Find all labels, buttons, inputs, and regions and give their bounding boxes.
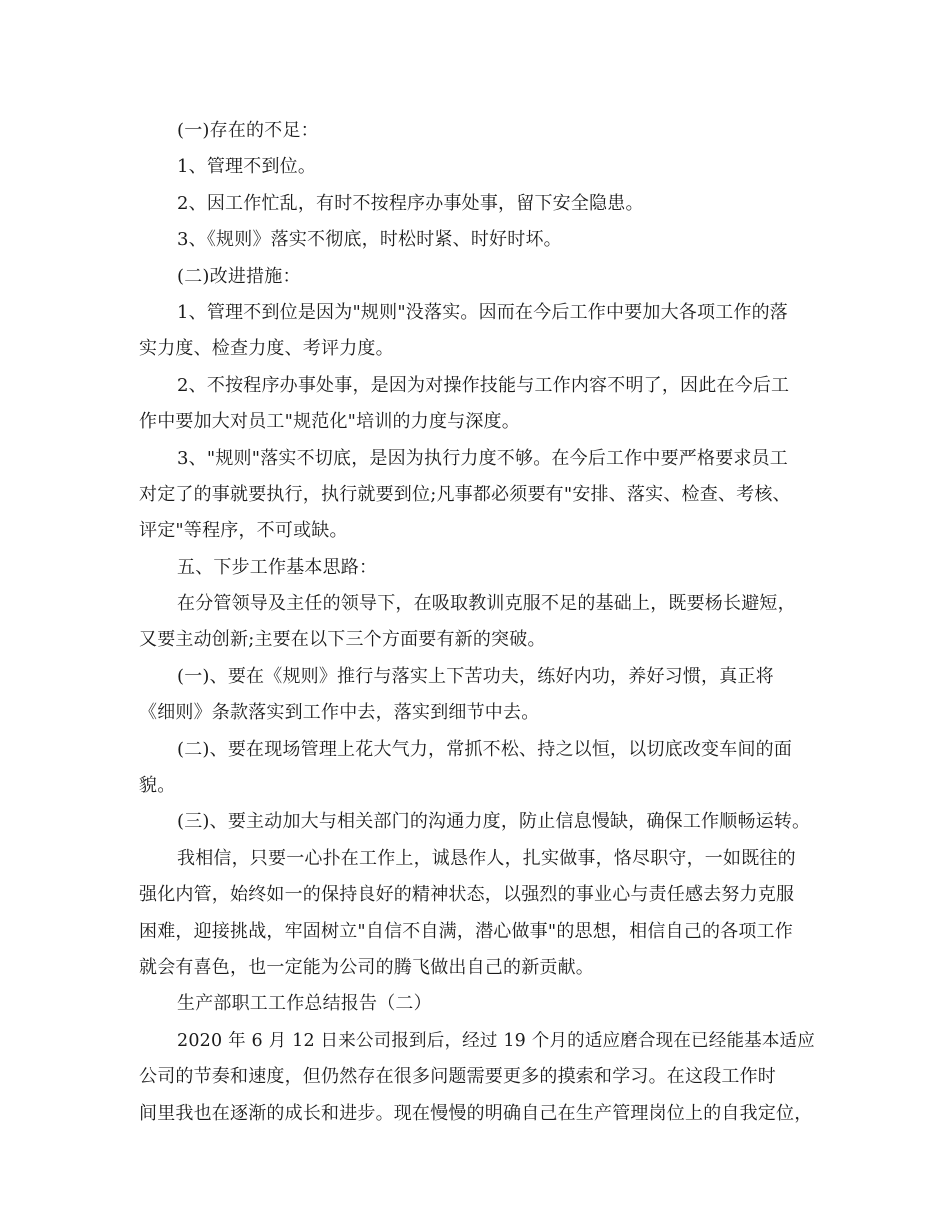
paragraph-line: 就会有喜色，也一定能为公司的腾飞做出自己的新贡献。 (139, 956, 594, 978)
paragraph-line: 3、"规则"落实不切底，是因为执行力度不够。在今后工作中要严格要求员工 (177, 447, 789, 469)
list-item: 3、《规则》落实不彻底，时松时紧、时好时坏。 (177, 229, 562, 251)
paragraph-line: 对定了的事就要执行，执行就要到位;凡事都必须要有"安排、落实、检查、考核、 (139, 483, 791, 505)
list-item: 1、管理不到位。 (177, 156, 317, 178)
paragraph-line: 实力度、检查力度、考评力度。 (139, 338, 394, 360)
document-body (139, 113, 829, 1132)
paragraph-line: 我相信，只要一心扑在工作上，诚恳作人，扎实做事，恪尽职守，一如既往的 (177, 847, 796, 869)
list-item: 2、因工作忙乱，有时不按程序办事处事，留下安全隐患。 (177, 192, 644, 214)
section-heading-improvements: (二)改进措施： (177, 265, 301, 287)
paragraph-line: (二)、要在现场管理上花大气力，常抓不松、持之以恒，以切底改变车间的面 (177, 738, 793, 760)
paragraph-line: 强化内管，始终如一的保持良好的精神状态，以强烈的事业心与责任感去努力克服 (139, 884, 795, 906)
paragraph-line: 公司的节奏和速度，但仍然存在很多问题需要更多的摸索和学习。在这段工作时 (139, 1066, 776, 1088)
paragraph-line: 在分管领导及主任的领导下，在吸取教训克服不足的基础上，既要杨长避短， (177, 593, 796, 615)
paragraph-line: 又要主动创新;主要在以下三个方面要有新的突破。 (139, 629, 546, 651)
paragraph-line: 评定"等程序，不可或缺。 (139, 520, 348, 542)
paragraph-line: 作中要加大对员工"规范化"培训的力度与深度。 (139, 411, 520, 433)
report-subtitle: 生产部职工工作总结报告（二） (177, 993, 432, 1015)
paragraph-line: 貌。 (139, 775, 176, 797)
section-heading-shortcomings: (一)存在的不足： (177, 120, 319, 141)
paragraph-line: 2、不按程序办事处事，是因为对操作技能与工作内容不明了，因此在今后工 (177, 374, 790, 396)
paragraph-line: 困难，迎接挑战，牢固树立"自信不自满，潜心做事"的思想，相信自己的各项工作 (139, 920, 793, 942)
paragraph-line: 1、管理不到位是因为"规则"没落实。因而在今后工作中要加大各项工作的落 (177, 301, 789, 323)
section-heading-next-steps: 五、下步工作基本思路： (177, 556, 378, 578)
paragraph-line: (一)、要在《规则》推行与落实上下苦功夫，练好内功，养好习惯，真正将 (177, 665, 774, 687)
paragraph-line: 间里我也在逐渐的成长和进步。现在慢慢的明确自己在生产管理岗位上的自我定位， (139, 1102, 813, 1124)
paragraph-line: (三)、要主动加大与相关部门的沟通力度，防止信息慢缺，确保工作顺畅运转。 (177, 811, 811, 833)
paragraph-line: 2020 年 6 月 12 日来公司报到后，经过 19 个月的适应磨合现在已经能基本适应 (177, 1030, 815, 1051)
paragraph-line: 《细则》条款落实到工作中去，落实到细节中去。 (139, 702, 540, 724)
